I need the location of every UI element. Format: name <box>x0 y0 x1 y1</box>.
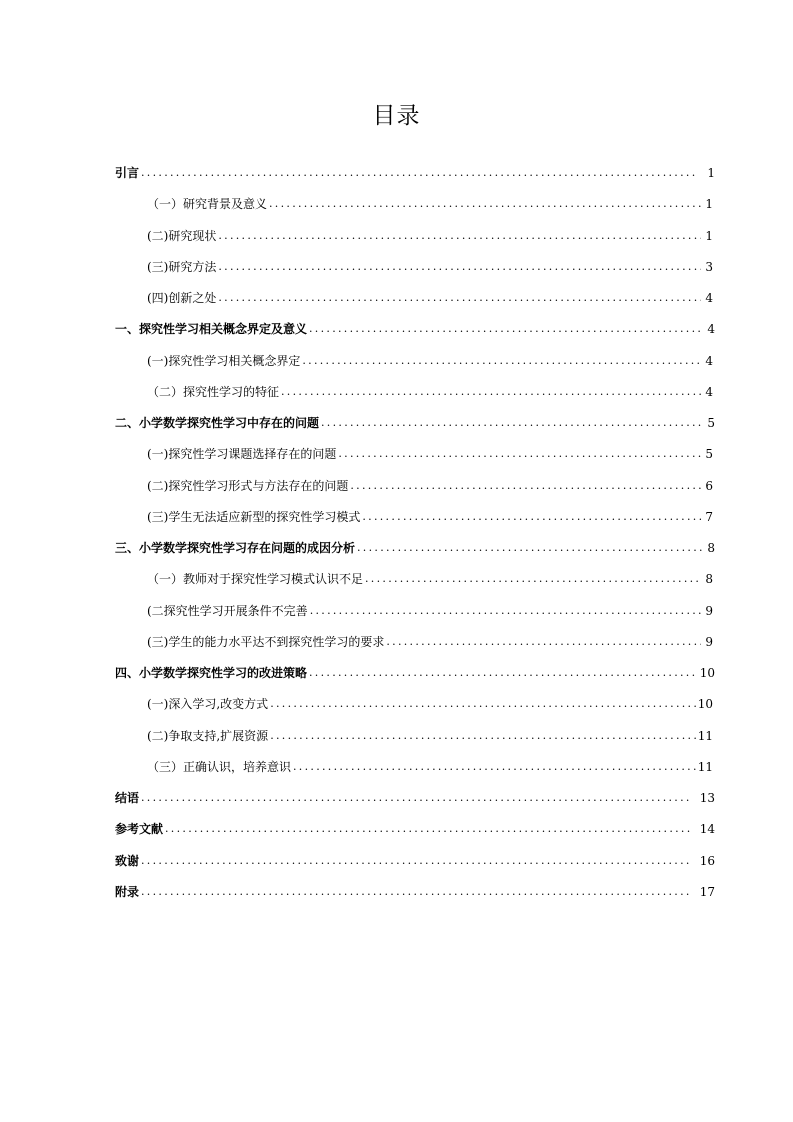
toc-leader-dots <box>338 446 701 462</box>
toc-entry-label: 三、小学数学探究性学习存在问题的成因分析 <box>115 541 356 555</box>
toc-leader-dots <box>269 196 701 212</box>
toc-entry-page-number: 11 <box>697 728 713 743</box>
toc-entry[interactable] <box>115 783 715 813</box>
toc-entry-page-number: 17 <box>699 884 715 899</box>
toc-entry-label: (四)创新之处 <box>147 291 217 305</box>
toc-entry[interactable] <box>115 877 715 907</box>
toc-leader-dots <box>362 509 701 525</box>
toc-entry[interactable] <box>147 189 713 219</box>
toc-entry-label: 致谢 <box>115 853 140 868</box>
toc-leader-dots <box>386 634 701 650</box>
toc-leader-dots <box>141 790 690 806</box>
toc-entry-label: （一）研究背景及意义 <box>147 197 268 212</box>
toc-entry[interactable] <box>147 627 713 657</box>
toc-entry-label: 参考文献 <box>115 822 164 837</box>
toc-entry-label: （二）探究性学习的特征 <box>147 384 280 399</box>
toc-leader-dots <box>350 478 701 494</box>
toc-entry-page-number: 9 <box>705 603 713 618</box>
toc-entry-page-number: 4 <box>705 291 713 305</box>
toc-leader-dots <box>302 353 701 369</box>
toc-entry-page-number: 5 <box>705 447 713 462</box>
toc-entry-page-number: 13 <box>699 791 715 805</box>
toc-leader-dots <box>309 665 698 681</box>
toc-entry[interactable] <box>115 846 715 876</box>
toc-entry[interactable] <box>147 346 713 376</box>
toc-entry-label: （三）正确认识，培养意识 <box>147 759 292 774</box>
toc-entry[interactable] <box>147 721 713 751</box>
toc-entry[interactable] <box>147 502 713 532</box>
toc-entry[interactable] <box>115 533 715 563</box>
toc-entry[interactable] <box>147 283 713 313</box>
toc-leader-dots <box>309 321 703 337</box>
toc-entry-label: (三)学生的能力水平达不到探究性学习的要求 <box>147 634 385 649</box>
toc-leader-dots <box>357 540 703 556</box>
toc-entry[interactable] <box>147 439 713 469</box>
toc-leader-dots <box>165 821 690 837</box>
toc-entry-label: (三)研究方法 <box>147 259 217 274</box>
toc-entry-label: (一)深入学习,改变方式 <box>147 697 269 712</box>
toc-entry-label: 二、小学数学探究性学习中存在的问题 <box>115 416 320 430</box>
toc-leader-dots <box>218 228 701 244</box>
toc-entry[interactable] <box>147 252 713 282</box>
toc-entry-label: (二)探究性学习形式与方法存在的问题 <box>147 478 349 493</box>
toc-entry[interactable] <box>147 221 713 251</box>
toc-entry-page-number: 7 <box>705 509 713 524</box>
toc-entry-page-number: 3 <box>705 259 713 274</box>
toc-entry-page-number: 6 <box>705 478 713 493</box>
toc-entry-page-number: 9 <box>705 634 713 649</box>
toc-entry-page-number: 10 <box>697 697 713 712</box>
toc-entry-page-number: 4 <box>705 384 713 399</box>
toc-entry[interactable] <box>147 596 713 626</box>
toc-leader-dots <box>218 290 701 306</box>
toc-leader-dots <box>281 384 701 400</box>
toc-entry-page-number: 4 <box>705 353 713 368</box>
toc-entry[interactable] <box>147 471 713 501</box>
toc-entry-page-number: 8 <box>705 572 713 587</box>
toc-entry-label: (二探究性学习开展条件不完善 <box>147 603 308 618</box>
toc-entry-label: 结语 <box>115 791 140 805</box>
toc-entry[interactable] <box>147 564 713 594</box>
toc-entry-label: (一)探究性学习相关概念界定 <box>147 353 301 368</box>
toc-entry-label: 一、探究性学习相关概念界定及意义 <box>115 322 308 337</box>
toc-leader-dots <box>310 603 701 619</box>
toc-entry-page-number: 11 <box>697 759 713 774</box>
toc-entry-page-number: 1 <box>707 166 715 180</box>
toc-entry-page-number: 1 <box>705 197 713 212</box>
toc-leader-dots <box>218 259 701 275</box>
toc-entry[interactable] <box>115 158 715 188</box>
toc-entry-label: 四、小学数学探究性学习的改进策略 <box>115 666 308 680</box>
toc-entry-label: (三)学生无法适应新型的探究性学习模式 <box>147 509 361 524</box>
toc-entry-page-number: 14 <box>699 822 715 837</box>
toc-entry-page-number: 4 <box>707 322 715 337</box>
toc-entry[interactable] <box>115 658 715 688</box>
toc-leader-dots <box>270 696 696 712</box>
toc-entry-page-number: 16 <box>699 853 715 868</box>
toc-entry-label: 引言 <box>115 166 140 180</box>
toc-leader-dots <box>141 884 690 900</box>
toc-entry-label: (二)争取支持,扩展资源 <box>147 728 269 743</box>
toc-leader-dots <box>141 165 695 181</box>
toc-entry[interactable] <box>115 314 715 344</box>
toc-entry[interactable] <box>115 814 715 844</box>
toc-leader-dots <box>365 571 701 587</box>
toc-entry-label: 附录 <box>115 884 140 899</box>
toc-leader-dots <box>270 728 696 744</box>
toc-entry-label: (二)研究现状 <box>147 228 217 243</box>
toc-entry[interactable] <box>147 689 713 719</box>
toc-entry[interactable] <box>147 752 713 782</box>
toc-leader-dots <box>293 759 696 775</box>
toc-leader-dots <box>321 415 703 431</box>
toc-leader-dots <box>141 853 690 869</box>
toc-entry-page-number: 10 <box>699 666 715 680</box>
toc-entry-page-number: 1 <box>705 228 713 243</box>
page-title: 目录 <box>372 103 421 129</box>
toc-entry[interactable] <box>115 408 715 438</box>
toc-entry-page-number: 5 <box>707 416 715 430</box>
toc-entry-label: (一)探究性学习课题选择存在的问题 <box>147 447 337 462</box>
toc-entry[interactable] <box>147 377 713 407</box>
toc-entry-page-number: 8 <box>707 541 715 555</box>
toc-entry-label: （一）教师对于探究性学习模式认识不足 <box>147 572 364 587</box>
